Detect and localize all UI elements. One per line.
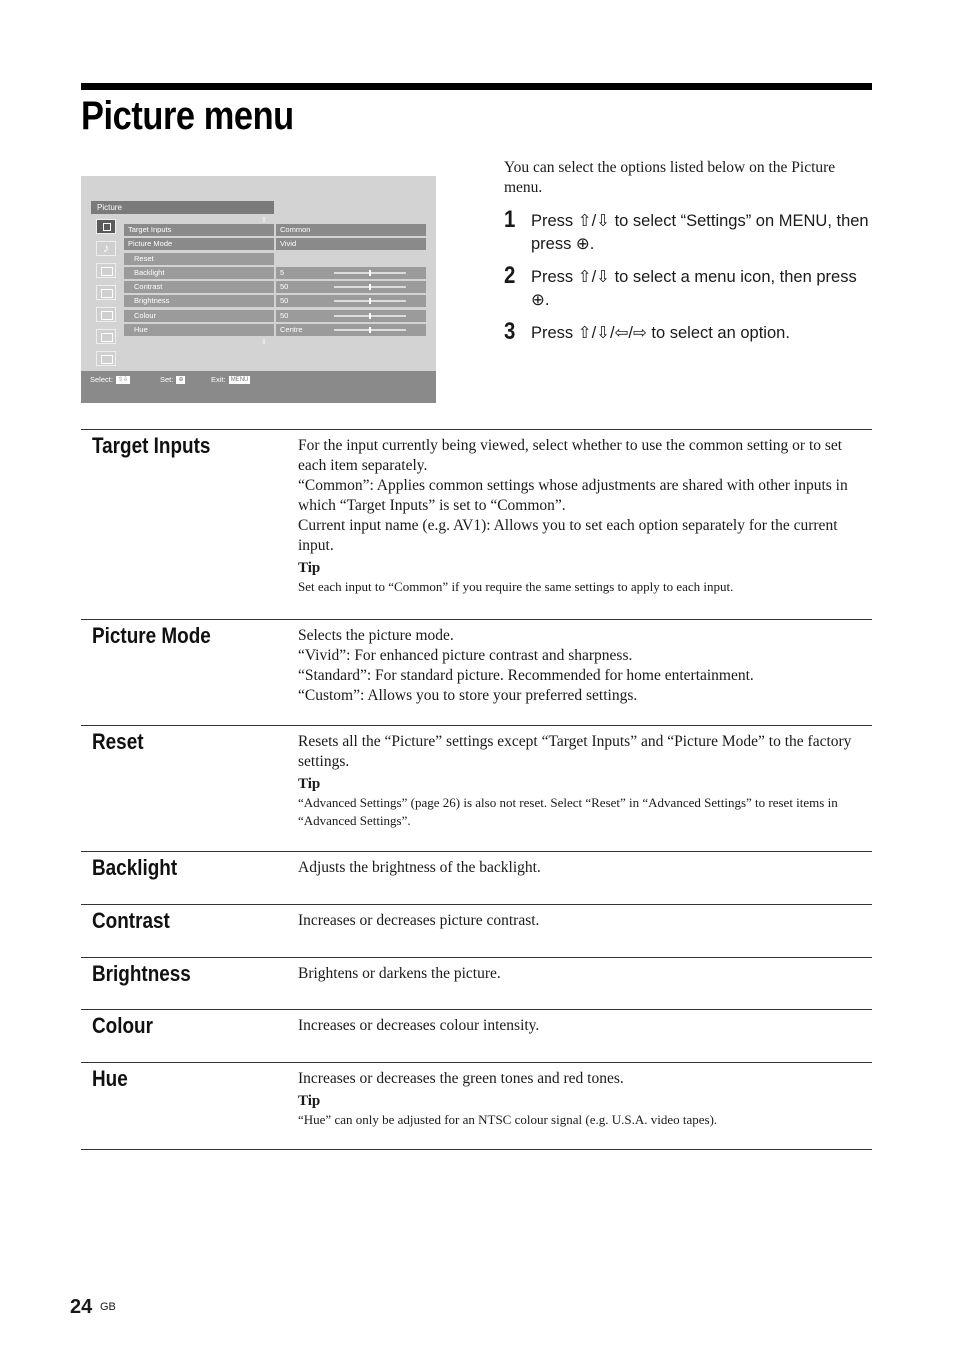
setting-description [298,732,873,830]
description-line: “Vivid”: For enhanced picture contrast and sharpness. [298,647,633,664]
tip-text: “Advanced Settings” (page 26) is also not reset. Select “Reset” in “Advanced Settings” to reset items in “Advanced Settings”. [298,795,838,828]
description-line: Resets all the “Picture” settings except “Target Inputs” and “Picture Mode” to the factory settings. [298,733,852,770]
setting-description [298,1016,873,1036]
screen-icon [96,263,116,278]
screen-slider [334,286,406,288]
description-line: Current input name (e.g. AV1): Allows you to set each option separately for the current input. [298,517,838,554]
screen-menu-value-text: 50 [280,296,289,305]
screen-menu-label: Contrast [124,281,274,293]
setting-name: Reset [92,729,144,754]
sound-icon: ♪ [96,241,116,256]
page-title: Picture menu [81,94,294,138]
table-row [81,904,872,957]
table-row [81,725,872,851]
top-rule [81,83,872,90]
screen-slider-knob [369,270,371,276]
description-line: Selects the picture mode. [298,627,454,644]
screen-footer [81,371,436,403]
step-number: 3 [504,318,516,345]
screen-menu-value-text: Common [280,225,311,234]
setting-name: Brightness [92,961,191,986]
description-line: Brightens or darkens the picture. [298,965,501,982]
scroll-up-icon: ⇧ [261,217,267,224]
page-region: GB [100,1301,116,1313]
step-number: 1 [504,206,516,233]
screen-slider [334,315,406,317]
screen-menu-value-text: Vivid [280,239,297,248]
screen-menu-label: Brightness [124,295,274,307]
screen-menu-value-text: 50 [280,311,289,320]
step-text: Press ⇧/⇩ to select “Settings” on MENU, then press ⊕. [531,212,869,253]
screen-menu-value [276,310,426,322]
screen-menu-value [276,224,426,236]
screen-slider [334,272,406,274]
screen-slider-knob [369,298,371,304]
description-line: Increases or decreases colour intensity. [298,1017,540,1034]
tip-heading: Tip [298,776,321,792]
setting-name: Backlight [92,855,178,880]
setting-name: Picture Mode [92,623,211,648]
setting-name: Contrast [92,908,170,933]
screen-menu-label: Reset [124,253,274,265]
screen-menu-value [276,281,426,293]
footer-set: Set: ⊕ [160,375,184,384]
footer-select: Select: ⇧⇩ [90,375,129,384]
screen-menu-label: Target Inputs [124,224,274,236]
screen-slider [334,300,406,302]
table-row [81,1062,872,1150]
screen-menu-value [276,324,426,336]
pc-settings-icon [96,351,116,366]
tip-heading: Tip [298,560,321,576]
setting-description [298,858,873,878]
screen-menu-value [276,238,426,250]
screen-menu-label: Backlight [124,267,274,279]
description-line: “Custom”: Allows you to store your preferred settings. [298,687,638,704]
description-line: “Common”: Applies common settings whose adjustments are shared with other inputs in which “Target Inputs” is set to “Common”. [298,477,848,514]
setting-description [298,436,873,596]
screen-menu-value-text: 50 [280,282,289,291]
table-row [81,957,872,1009]
screen-slider [334,329,406,331]
description-line: Increases or decreases picture contrast. [298,912,540,929]
description-line: For the input currently being viewed, select whether to use the common setting or to set each item separately. [298,437,843,474]
description-line: Adjusts the brightness of the backlight. [298,859,541,876]
table-row [81,619,872,725]
features-icon [96,285,116,300]
step-text: Press ⇧/⇩ to select a menu icon, then press ⊕. [531,268,857,309]
picture-icon [96,219,116,234]
table-row [81,1009,872,1062]
table-row [81,851,872,904]
setting-description [298,1069,873,1129]
screen-menu-value-text: 5 [280,268,285,277]
tip-text: Set each input to “Common” if you require the same settings to apply to each input. [298,579,734,594]
screen-menu-label: Picture Mode [124,238,274,250]
scroll-down-icon: ⇩ [261,339,267,346]
picture-menu-screenshot [81,176,436,403]
input-icon [96,307,116,322]
setting-description [298,626,873,706]
table-row [81,429,872,619]
screen-menu-value-text: Centre [280,325,303,334]
setting-name: Target Inputs [92,433,211,458]
screen-slider-knob [369,284,371,290]
setting-description [298,911,873,931]
screen-menu-label: Hue [124,324,274,336]
tip-text: “Hue” can only be adjusted for an NTSC colour signal (e.g. U.S.A. video tapes). [298,1112,718,1127]
step-number: 2 [504,262,516,289]
step-text: Press ⇧/⇩/⇦/⇨ to select an option. [531,324,790,342]
page-number: 24 [70,1296,93,1318]
screen-icon-column [91,217,123,368]
screen-header: Picture [91,201,274,214]
setup-icon [96,329,116,344]
screen-menu-label: Colour [124,310,274,322]
screen-slider-knob [369,313,371,319]
setting-name: Colour [92,1013,153,1038]
description-line: Increases or decreases the green tones and red tones. [298,1070,624,1087]
screen-menu-value [276,267,426,279]
screen-slider-knob [369,327,371,333]
setting-description [298,964,873,984]
setting-name: Hue [92,1066,128,1091]
intro-text: You can select the options listed below on the Picture menu. [504,159,836,196]
description-line: “Standard”: For standard picture. Recommended for home entertainment. [298,667,754,684]
screen-menu-value [276,295,426,307]
footer-exit: Exit: MENU [211,375,249,384]
tip-heading: Tip [298,1093,321,1109]
